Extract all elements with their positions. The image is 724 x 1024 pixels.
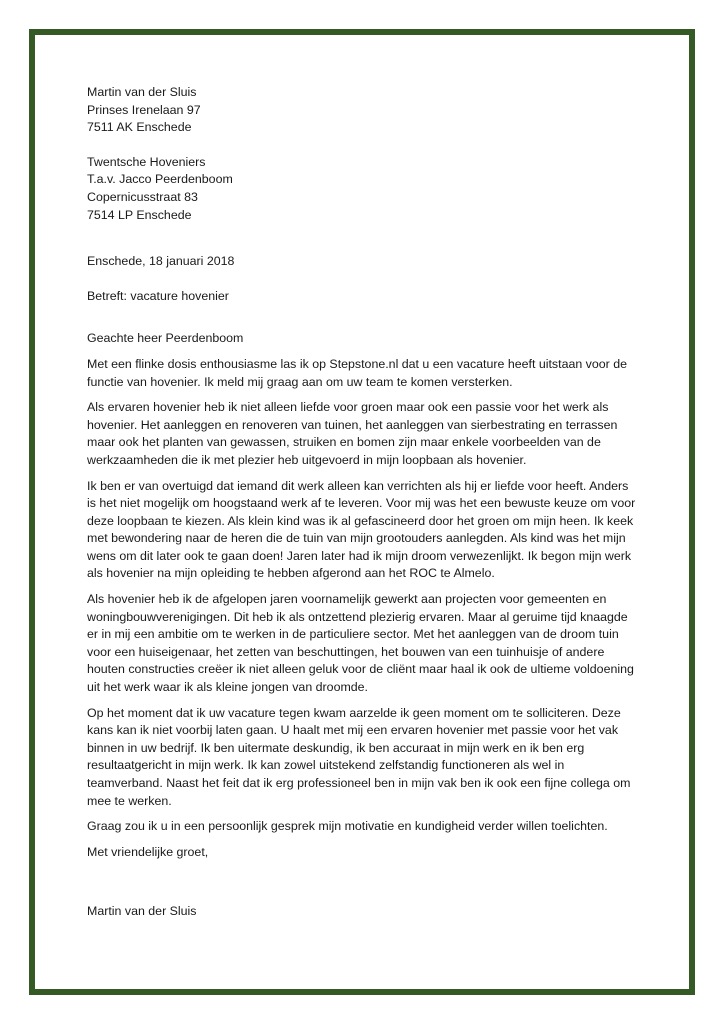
paragraph-line: Met een flinke dosis enthousiasme las ik op Stepstone.nl dat u een vacature heeft uitstaan voor de [87,356,628,371]
body-paragraph [87,478,643,584]
paragraph-line: is het niet mogelijk om hoogstaand werk af te leveren. Voor mij was het een bewuste keuze om voor [87,496,636,511]
paragraph-line: Graag zou ik u in een persoonlijk gesprek mijn motivatie en kundigheid verder willen toelichten. [87,819,608,834]
paragraph-line: kans kan ik niet voorbij laten gaan. U haalt met mij een ervaren hovenier met passie voor het vak [87,723,619,738]
paragraph-line: deze loopbaan te kiezen. Als klein kind was ik al gefascineerd door het groen om mijn heen. Ik keek [87,513,634,528]
letter-date [87,253,643,271]
recipient-attention: T.a.v. Jacco Peerdenboom [87,172,233,187]
body-paragraph [87,399,643,469]
paragraph-line: teamverband. Naast het feit dat ik erg professioneel ben in mijn vak ben ik ook een fijne collega om [87,776,631,790]
body-paragraph [87,356,643,391]
sender-address [87,84,643,137]
body-paragraph [87,591,643,697]
paragraph-line: Als hovenier heb ik de afgelopen jaren voornamelijk gewerkt aan projecten voor gemeenten en [87,592,607,607]
closing [87,844,643,862]
paragraph-line: functie van hovenier. Ik meld mij graag aan om uw team te komen versterken. [87,374,513,389]
letter-subject [87,288,643,306]
sender-city: 7511 AK Enschede [87,120,192,135]
paragraph-line: woningbouwverenigingen. Dit heb ik als ontzettend plezierig ervaren. Maar al geruime tijd knaagde [87,609,628,624]
letter [87,84,643,921]
sender-street: Prinses Irenelaan 97 [87,102,201,117]
salutation-text: Geachte heer Peerdenboom [87,331,244,346]
paragraph-line: uit het werk waar ik als kleine jongen van droomde. [87,680,369,695]
paragraph-line: hovenier. Het aanleggen en renoveren van tuinen, het aanleggen van sierbestrating en terrassen [87,417,618,432]
body-paragraph [87,818,643,836]
closing-text: Met vriendelijke groet, [87,844,209,859]
date-text: Enschede, 18 januari 2018 [87,254,235,269]
paragraph-line: Ik ben er van overtuigd dat iemand dit werk alleen kan verrichten als hij er liefde voor heeft. Anders [87,478,629,493]
paragraph-line: wens om dit later ook te gaan doen! Jaren later had ik mijn droom verwezenlijkt. Ik begon mijn werk [87,548,632,563]
paragraph-line: er in mij een ambitie om te werken in de particuliere sector. Met het aanleggen van de droom tuin [87,627,619,642]
signature-name: Martin van der Sluis [87,904,197,919]
paragraph-line: Als ervaren hovenier heb ik niet alleen liefde voor groen maar ook een passie voor het werk als [87,400,609,415]
subject-text: Betreft: vacature hovenier [87,288,229,303]
paragraph-line: mee te werken. [87,793,172,808]
recipient-company: Twentsche Hoveniers [87,154,206,169]
paragraph-line: resultaatgericht in mijn werk. Ik kan zowel uitstekend zelfstandig functioneren als wel in [87,758,565,773]
body-paragraph [87,705,643,811]
paragraph-line: als hovenier na mijn opleiding te hebben afgerond aan het ROC te Almelo. [87,566,495,581]
letter-body [87,356,643,836]
paragraph-line: met bewondering naar de heren die de tuin van mijn grootouders aanlegden. Als kind was het mijn [87,531,626,546]
paragraph-line: houten constructies creëer ik niet alleen geluk voor de cliënt maar haal ik ook de ultieme voldoening [87,662,634,677]
salutation [87,330,643,348]
paragraph-line: Op het moment dat ik uw vacature tegen kwam aarzelde ik geen moment om te solliciteren. Deze [87,705,621,720]
paragraph-line: voor een huiseigenaar, het zetten van beschuttingen, het bouwen van een tuinhuisje of andere [87,644,605,659]
recipient-address [87,154,643,224]
sender-name: Martin van der Sluis [87,85,197,99]
recipient-street: Copernicusstraat 83 [87,189,198,204]
paragraph-line: maar ook het planten van gewassen, struiken en bomen zijn maar enkele voorbeelden van de [87,435,601,450]
paragraph-line: werkzaamheden die ik met plezier heb uitgevoerd in mijn loopbaan als hovenier. [87,452,527,467]
paragraph-line: binnen in uw bedrijf. Ik ben uitermate deskundig, ik ben accuraat in mijn werk en ik ben erg [87,740,585,755]
signature [87,903,643,921]
recipient-city: 7514 LP Enschede [87,207,192,222]
